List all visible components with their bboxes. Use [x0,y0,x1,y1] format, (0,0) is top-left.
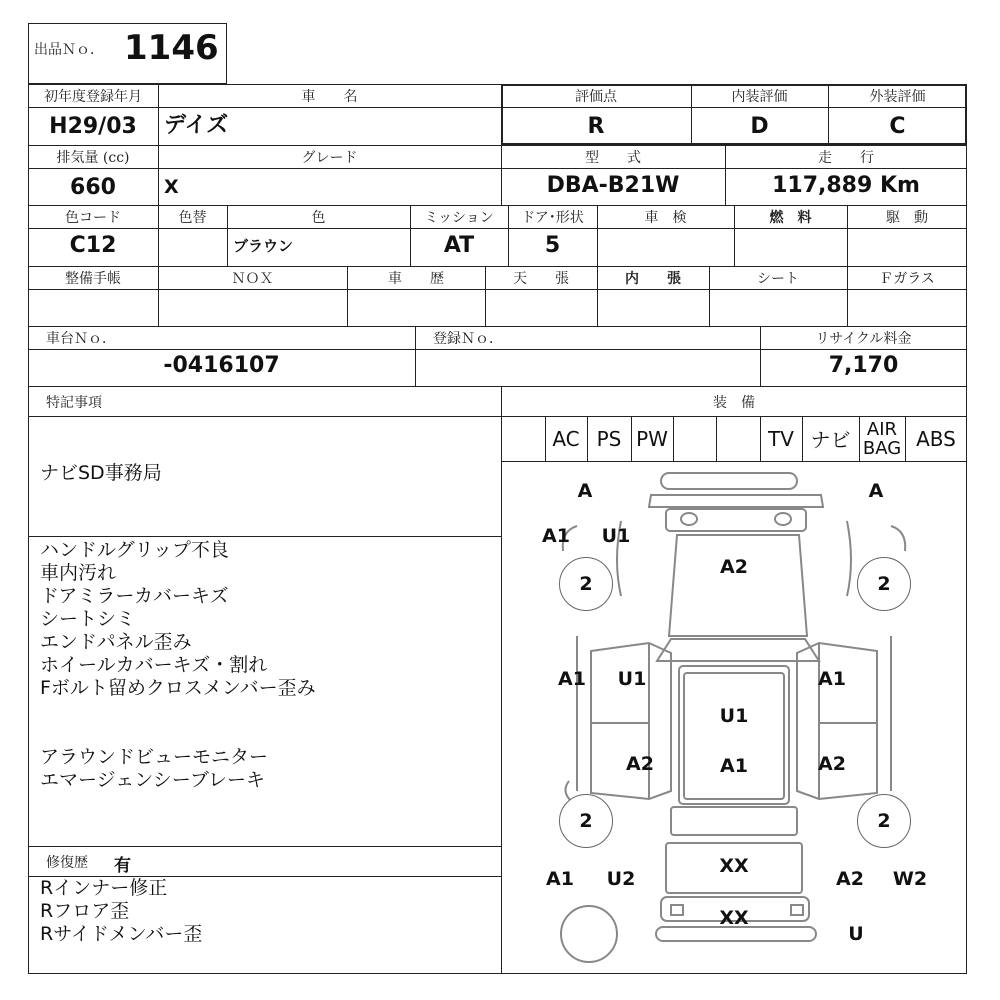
damage-mark: A2 [626,753,654,775]
interior-trim-label: 内 張 [625,271,681,287]
color-value: ブラウン [233,236,294,255]
tyre-rear-left: 2 [559,794,613,848]
mission-label: ミッション [424,210,494,226]
equipment-pw: PW [636,426,668,451]
seat-label: シート [757,271,799,287]
equipment-ac: AC [552,426,580,451]
color-code-value: C12 [69,232,117,258]
equipment-blank-2 [673,416,716,461]
damage-mark: U [848,923,864,945]
damage-mark: W2 [892,868,928,890]
grade-label: グレード [301,150,358,166]
chassis-value: -0416107 [163,352,280,378]
lot-number-label: 出品Ｎｏ． [34,42,104,58]
displacement-label: 排気量 (cc) [56,150,130,166]
damage-mark: A1 [720,755,748,777]
fuel-label: 燃 料 [769,210,812,226]
remarks-text-1: ナビSD事務局 [40,462,162,484]
chassis-label: 車台Ｎｏ． [46,331,116,347]
nox-label: ＮＯＸ [231,271,274,287]
lot-number-value: 1146 [124,28,219,68]
damage-mark: A [868,480,884,502]
history-label: 車 歴 [388,271,444,287]
door-label: ドア･形状 [521,210,584,226]
color-label: 色 [311,210,326,226]
model-value: DBA-B21W [546,172,680,198]
mileage-value: 117,889 Km [772,172,920,198]
tyre-front-left: 2 [559,557,613,611]
damage-mark: XX [719,907,749,929]
equipment-navi: ナビ [810,428,851,452]
damage-mark: U2 [606,868,636,890]
equipment-blank-1 [501,416,545,461]
damage-mark: A1 [542,525,570,547]
equipment-airbag: AIR BAG [862,419,902,459]
displacement-value: 660 [70,174,116,200]
inspection-value [597,229,734,266]
damage-mark: A2 [836,868,864,890]
repair-text: Rインナー修正 Rフロア歪 Rサイドメンバー歪 [40,877,203,945]
car-name-value: デイズ [164,112,229,138]
fuel-value [734,229,847,266]
damage-mark: U1 [719,705,749,727]
exterior-label: 外装評価 [869,89,926,105]
equipment-abs: ABS [916,426,956,451]
damage-mark: A1 [558,668,586,690]
damage-mark: A2 [720,556,748,578]
drive-value [847,229,967,266]
score-label: 評価点 [575,89,617,105]
damage-mark: U1 [601,525,631,547]
damage-mark: A2 [818,753,846,775]
tyre-rear-right: 2 [857,794,911,848]
repaint-label: 色替 [178,210,207,226]
equipment-ps: PS [596,426,622,451]
regno-label: 登録Ｎｏ． [433,331,503,347]
door-value: 5 [544,232,561,258]
equipment-blank-3 [716,416,760,461]
repair-history-label: 修復歴 [46,855,88,871]
equipment-label: 装 備 [713,395,755,411]
recycle-value: 7,170 [828,352,899,378]
maintenance-book-label: 整備手帳 [65,271,121,287]
car-name-label: 車 名 [301,89,358,105]
remarks-label: 特記事項 [46,395,102,411]
repair-history-value: 有 [114,856,131,876]
equipment-tv: TV [768,426,794,451]
interior-label: 内装評価 [731,89,788,105]
regno-value [415,350,760,380]
model-label: 型 式 [585,150,641,166]
score-value: R [587,114,605,139]
repaint-value [158,229,227,266]
recycle-label: リサイクル料金 [815,331,912,347]
inspection-label: 車 検 [644,210,687,226]
reg-date-label: 初年度登録年月 [44,89,142,105]
front-glass-label: Ｆガラス [879,271,935,287]
headliner-label: 天 張 [513,271,569,287]
damage-mark: A1 [546,868,574,890]
grade-value: X [164,176,179,198]
mileage-label: 走 行 [818,150,874,166]
mission-value: AT [443,232,475,258]
damage-mark: XX [719,855,749,877]
exterior-value: C [889,114,906,139]
damage-mark: U1 [617,668,647,690]
damage-mark: A1 [818,668,846,690]
color-code-label: 色コード [65,210,121,226]
damage-mark: A [577,480,593,502]
reg-date-value: H29/03 [49,114,137,139]
drive-label: 駆 動 [886,210,928,226]
tyre-front-right: 2 [857,557,911,611]
interior-value: D [750,114,769,139]
remarks-text-2: ハンドルグリップ不良 車内汚れ ドアミラーカバーキズ シートシミ エンドパネル歪み ホイールカバーキズ・割れ Fボルト留めクロスメンバー歪み アラウンドビューモニター エマージェンシーブレーキ [40,539,316,791]
